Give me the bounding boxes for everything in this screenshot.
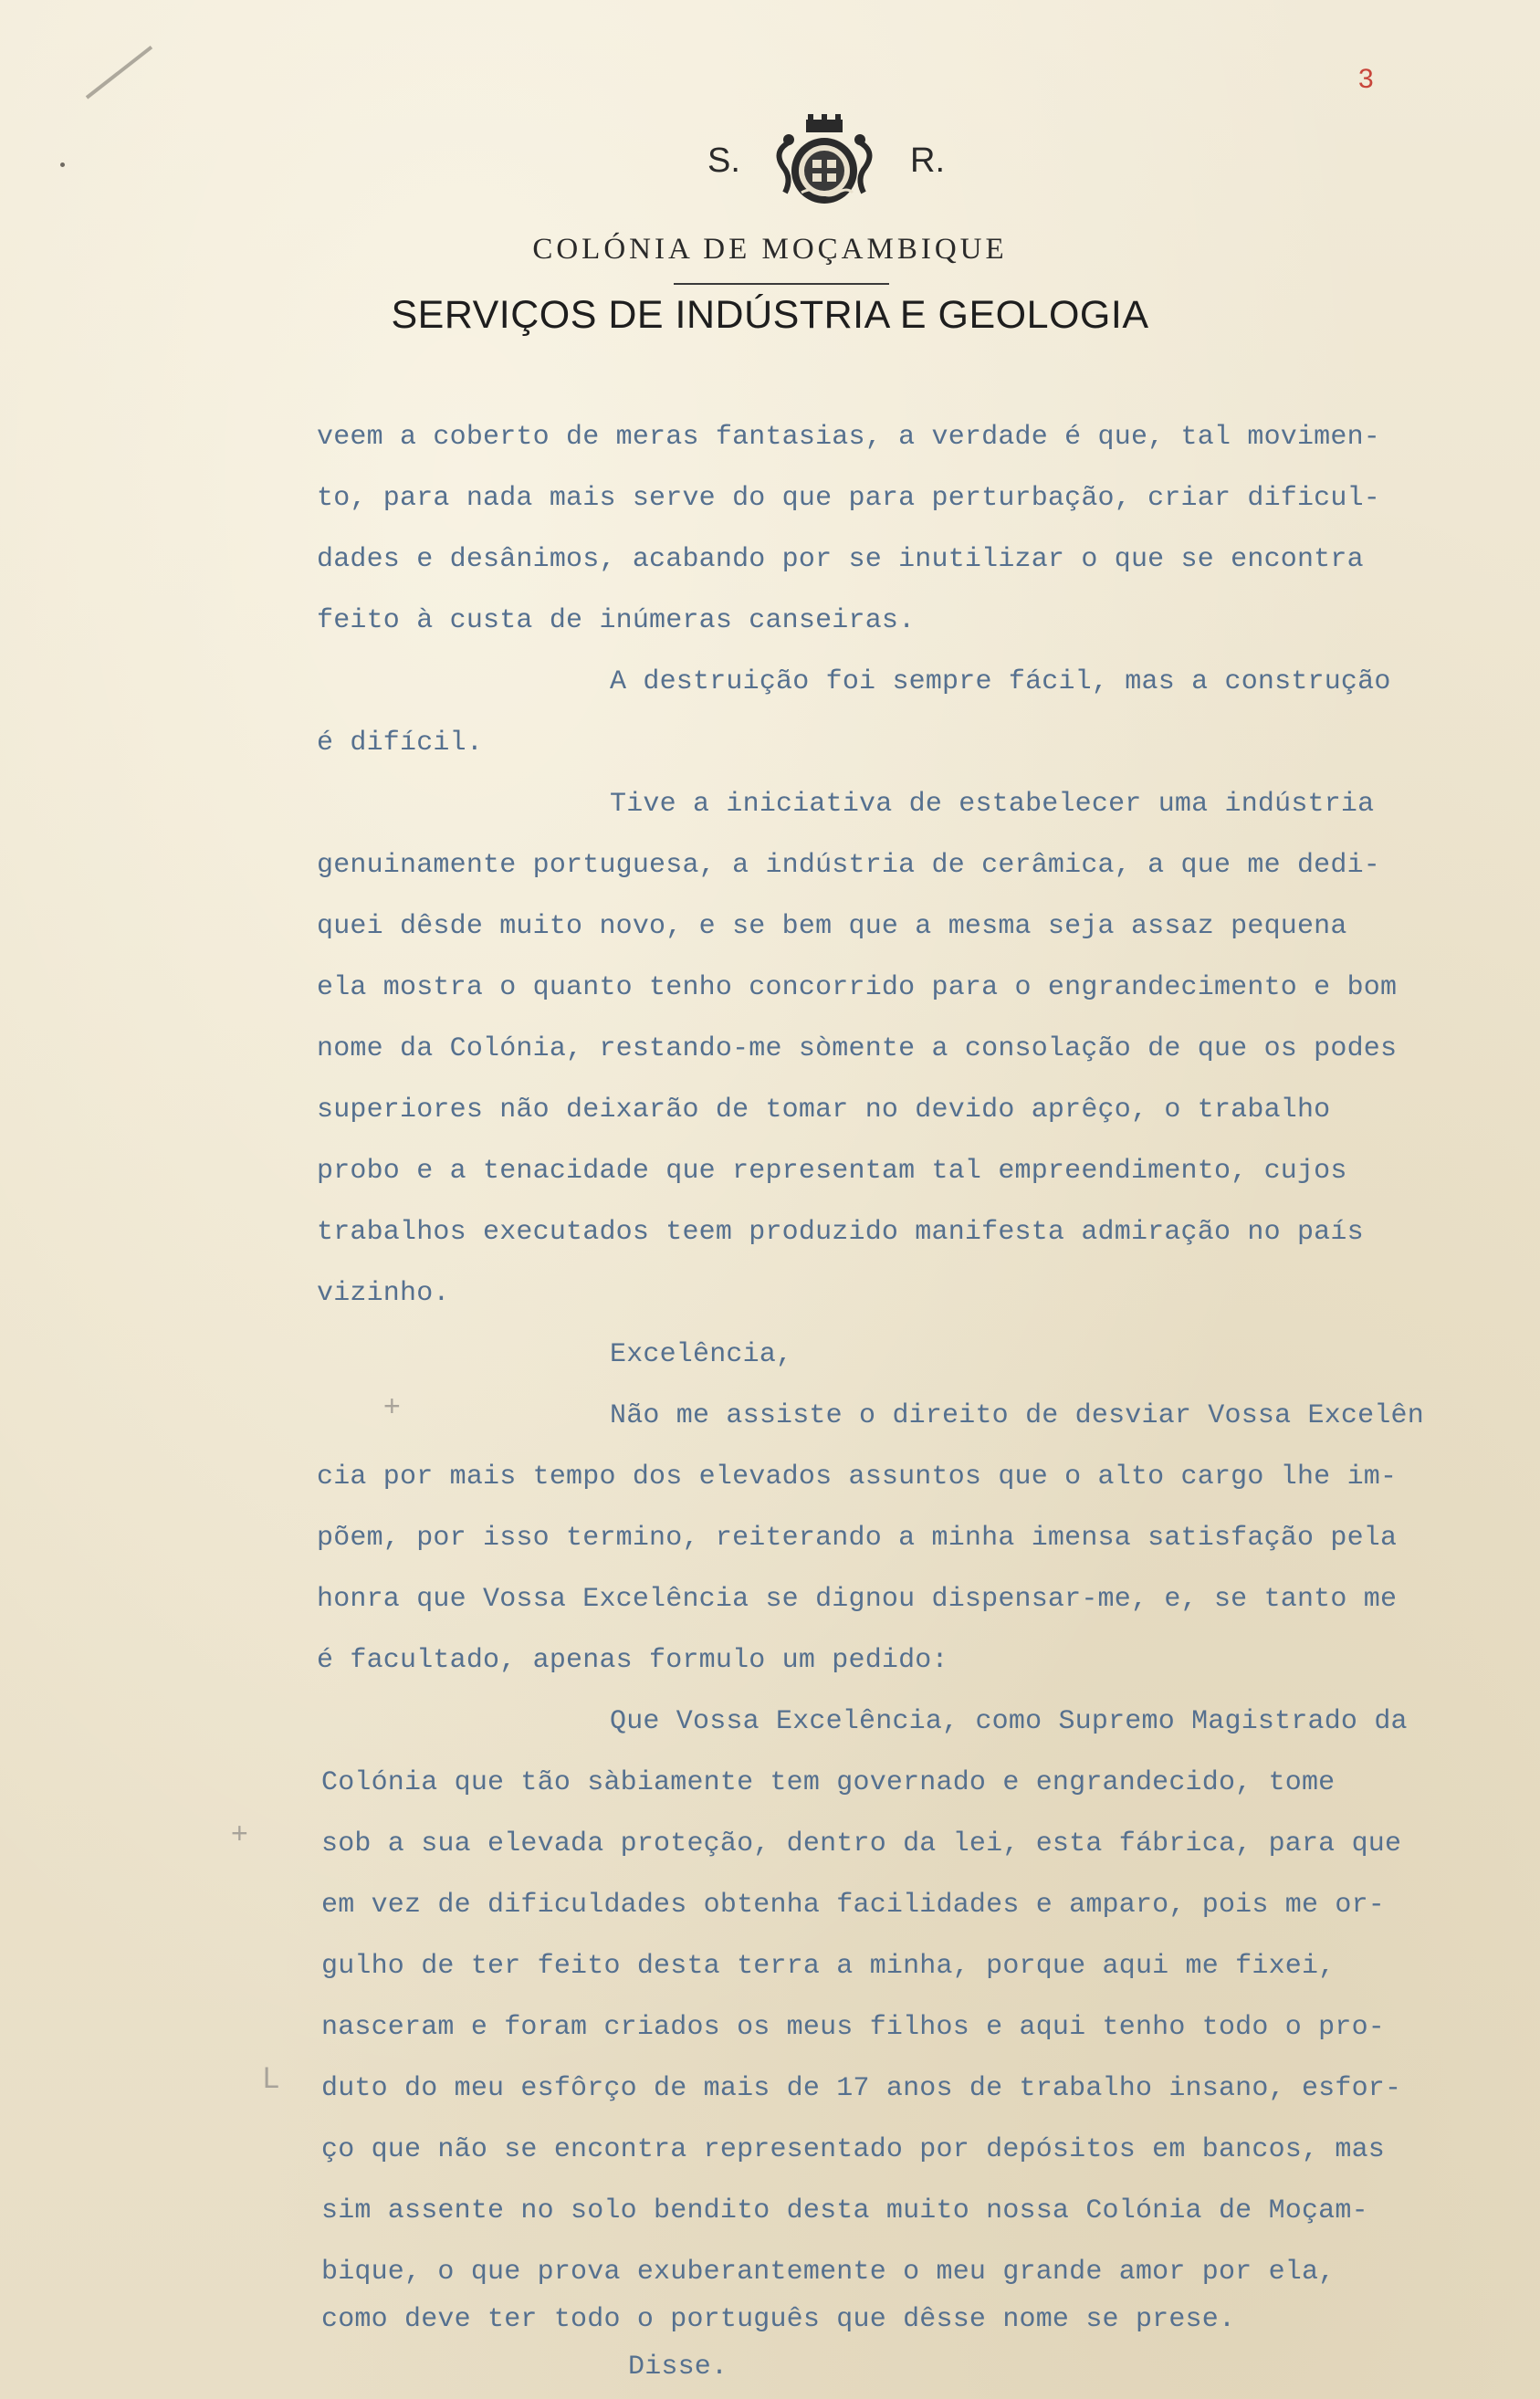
text-line: veem a coberto de meras fantasias, a verdade é que, tal movimen- (317, 422, 1380, 453)
text-line: ço que não se encontra representado por depósitos em bancos, mas (321, 2134, 1385, 2165)
text-line: quei dêsde muito novo, e se bem que a mesma seja assaz pequena (317, 911, 1347, 942)
text-line: como deve ter todo o português que dêsse nome se prese. (321, 2304, 1236, 2335)
text-line: põem, por isso termino, reiterando a minha imensa satisfação pela (317, 1523, 1398, 1554)
text-line: duto do meu esfôrço de mais de 17 anos de trabalho insano, esfor- (321, 2073, 1402, 2104)
text-line: Disse. (628, 2352, 728, 2383)
margin-pencil-mark: + (231, 1817, 248, 1849)
text-line: Excelência, (610, 1339, 793, 1370)
page-number: 3 (1358, 64, 1374, 94)
text-line: nasceram e foram criados os meus filhos e aqui tenho todo o pro- (321, 2012, 1385, 2043)
margin-pencil-mark: L (263, 2061, 279, 2094)
text-line: nome da Colónia, restando-me sòmente a consolação de que os podes (317, 1033, 1398, 1064)
text-line: é facultado, apenas formulo um pedido: (317, 1645, 948, 1676)
text-line: é difícil. (317, 728, 484, 759)
letterhead-r: R. (910, 141, 945, 180)
text-line: Não me assiste o direito de desviar Vossa Excelên (610, 1400, 1424, 1431)
text-line: genuinamente portuguesa, a indústria de cerâmica, a que me dedi- (317, 850, 1380, 881)
text-line: cia por mais tempo dos elevados assuntos que o alto cargo lhe im- (317, 1461, 1398, 1493)
text-line: dades e desânimos, acabando por se inutilizar o que se encontra (317, 544, 1364, 575)
services-title: SERVIÇOS DE INDÚSTRIA E GEOLOGIA (391, 293, 1149, 337)
text-line: superiores não deixarão de tomar no devido aprêço, o trabalho (317, 1095, 1331, 1126)
text-line: feito à custa de inúmeras canseiras. (317, 605, 916, 636)
text-line: Colónia que tão sàbiamente tem governado e engrandecido, tome (321, 1767, 1336, 1798)
text-line: sim assente no solo bendito desta muito nossa Colónia de Moçam- (321, 2195, 1368, 2226)
text-line: A destruição foi sempre fácil, mas a construção (610, 666, 1391, 697)
text-line: sob a sua elevada proteção, dentro da lei, esta fábrica, para que (321, 1828, 1402, 1859)
text-line: honra que Vossa Excelência se dignou dispensar-me, e, se tanto me (317, 1584, 1398, 1615)
text-line: gulho de ter feito desta terra a minha, porque aqui me fixei, (321, 1951, 1336, 1982)
margin-pencil-mark: + (383, 1389, 401, 1422)
text-line: vizinho. (317, 1278, 450, 1309)
text-line: trabalhos executados teem produzido manifesta admiração no país (317, 1217, 1364, 1248)
text-line: ela mostra o quanto tenho concorrido para o engrandecimento e bom (317, 972, 1398, 1003)
colony-title: COLÓNIA DE MOÇAMBIQUE (532, 233, 1008, 266)
letterhead-s: S. (707, 141, 740, 180)
text-line: em vez de dificuldades obtenha facilidades e amparo, pois me or- (321, 1890, 1385, 1921)
text-line: Tive a iniciativa de estabelecer uma indústria (610, 789, 1375, 820)
text-line: to, para nada mais serve do que para perturbação, criar dificul- (317, 483, 1380, 514)
text-line: Que Vossa Excelência, como Supremo Magistrado da (610, 1706, 1408, 1737)
text-line: bique, o que prova exuberantemente o meu grande amor por ela, (321, 2257, 1336, 2288)
text-line: probo e a tenacidade que representam tal empreendimento, cujos (317, 1156, 1347, 1187)
